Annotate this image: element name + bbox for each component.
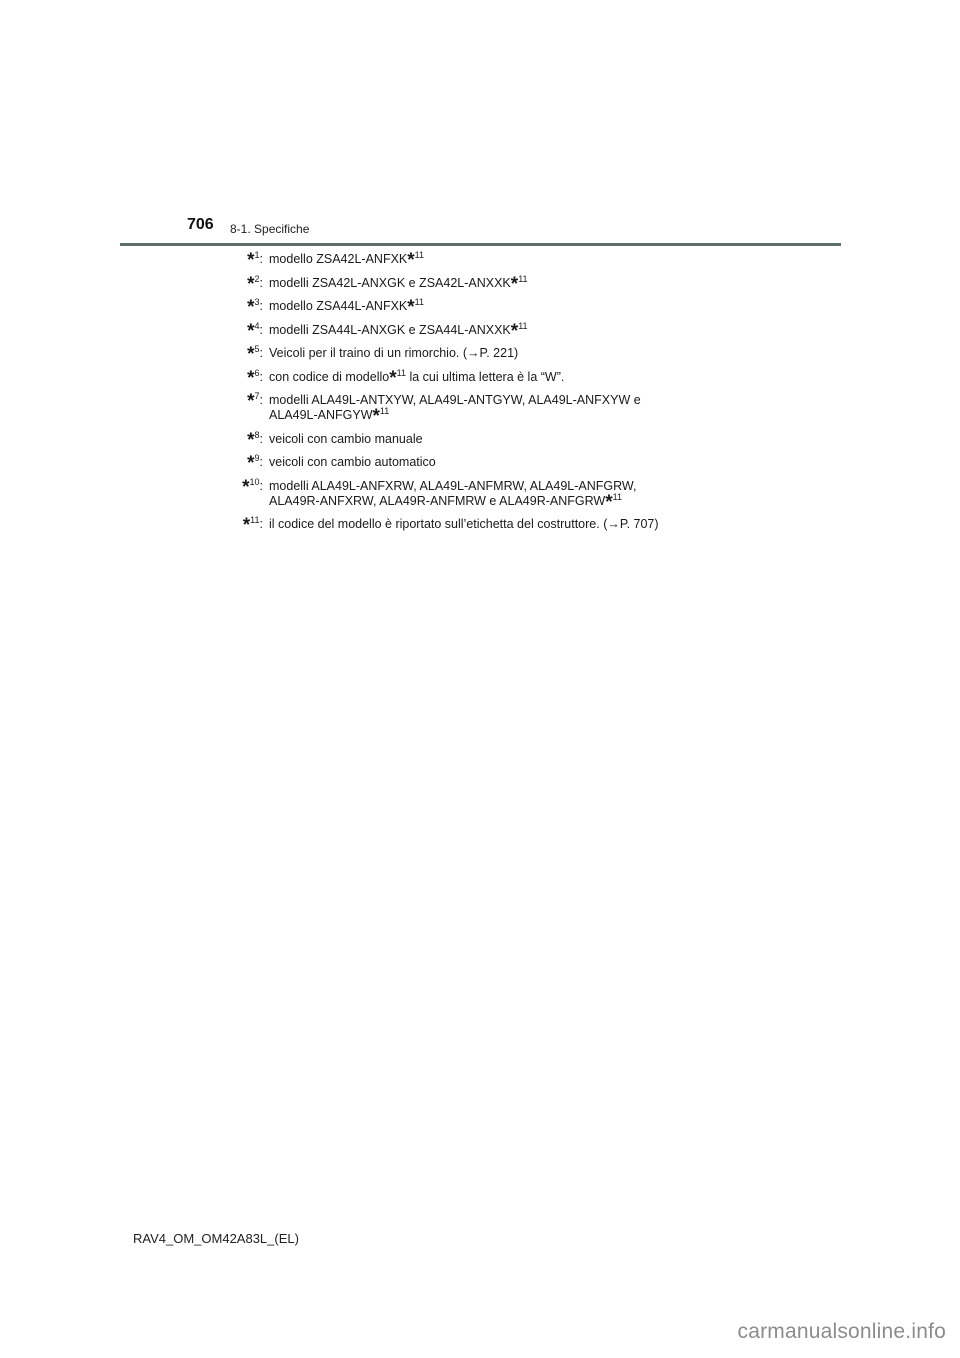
footnote-text: modello ZSA42L-ANFXK*$^{11}$ [269, 250, 425, 271]
header-divider [120, 243, 841, 246]
footnote-text: modelli ALA49L-ANFXRW, ALA49L-ANFMRW, ALA49L-ANFGRW, ALA49R-ANFXRW, ALA49R-ANFMRW e ALA49R-ANFGRW*$^{11}$ [269, 478, 637, 513]
footnote-marker: *$^{11}$: [242, 515, 263, 536]
footnote-text: con codice di modello*$^{11}$ la cui ultima lettera è la “W”. [269, 367, 565, 389]
footnote-marker: *$^7$: [247, 391, 263, 412]
footnote-3 [200, 297, 820, 318]
footnote-10 [200, 476, 820, 513]
footnote-marker: *$^4$: [247, 320, 263, 342]
footnote-text: il codice del modello è riportato sull’etichetta del costruttore. (→P. 707) [269, 517, 659, 531]
footnote-text: veicoli con cambio manuale [269, 431, 423, 446]
footnote-5 [200, 344, 820, 365]
footnote-marker: *$^8$: [247, 429, 263, 451]
page-number: 706 [187, 216, 214, 233]
footnote-text: modello ZSA44L-ANFXK*$^{11}$ [269, 297, 425, 318]
footnote-11 [200, 515, 820, 536]
footnote-2 [200, 273, 820, 295]
document-code: RAV4_OM_OM42A83L_(EL) [133, 1231, 299, 1246]
footnote-text: veicoli con cambio automatico [269, 455, 436, 469]
footnote-marker: *$^1$: [247, 250, 263, 271]
footnote-marker: *$^9$: [247, 453, 263, 474]
footnote-text: modelli ZSA42L-ANXGK e ZSA42L-ANXXK*$^{11}$ [269, 273, 528, 295]
footnote-marker: *$^5$: [247, 344, 263, 365]
section-title: 8-1. Specifiche [230, 222, 310, 236]
footnote-9 [200, 453, 820, 474]
footnote-marker: *$^{10}$: [242, 476, 263, 498]
footnote-list [200, 252, 820, 541]
footnote-text: modelli ZSA44L-ANXGK e ZSA44L-ANXXK*$^{11}$ [269, 320, 528, 342]
footnote-4 [200, 320, 820, 342]
footnote-marker: *$^6$: [247, 367, 263, 389]
footnote-marker: *$^3$: [247, 297, 263, 318]
footnote-7 [200, 391, 820, 427]
footnote-1 [200, 250, 820, 271]
footnote-marker: *$^2$: [247, 273, 263, 295]
footnote-6 [200, 367, 820, 389]
watermark: carmanualsonline.info [737, 1320, 946, 1343]
footnote-8 [200, 429, 820, 451]
footnote-text: Veicoli per il traino di un rimorchio. (→P. 221) [269, 346, 519, 360]
footnote-text: modelli ALA49L-ANTXYW, ALA49L-ANTGYW, ALA49L-ANFXYW e ALA49L-ANFGYW*$^{11}$ [269, 393, 641, 427]
